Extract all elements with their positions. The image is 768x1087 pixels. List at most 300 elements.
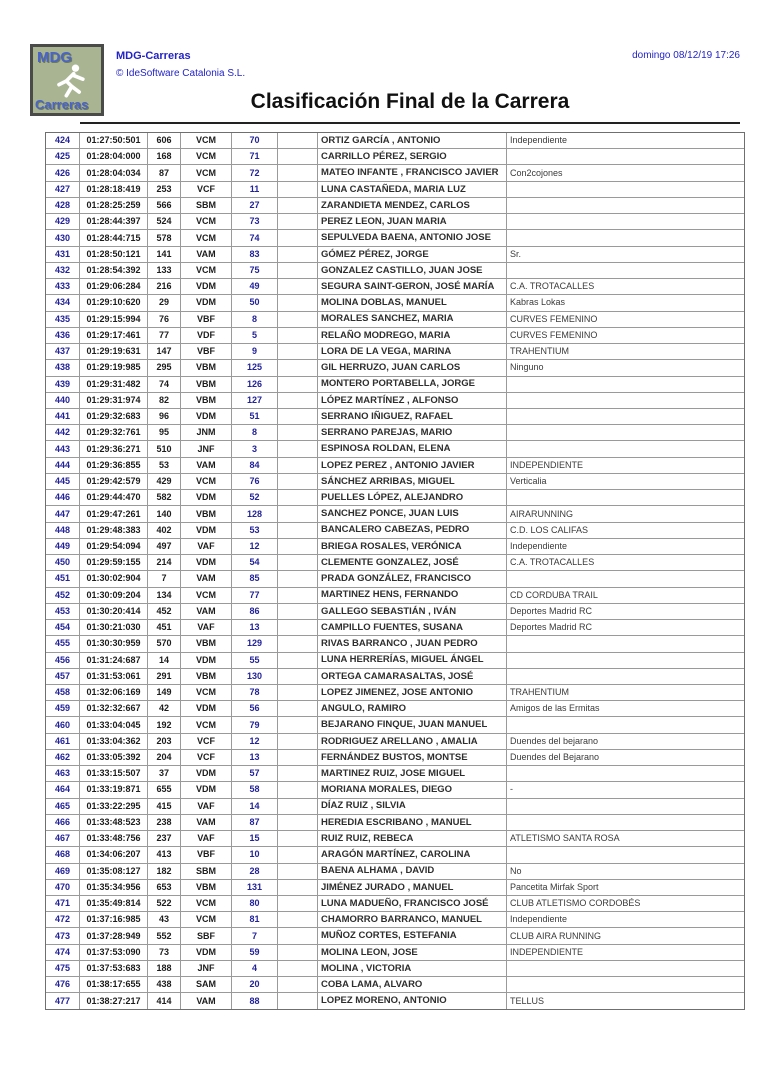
- time-cell: 01:29:06:284: [80, 279, 148, 294]
- table-row: [46, 588, 744, 604]
- position-cell: 439: [46, 377, 80, 392]
- club-cell: [507, 961, 744, 976]
- time-cell: 01:28:44:397: [80, 214, 148, 229]
- runner-name-cell: BAENA ALHAMA , DAVID: [318, 864, 507, 879]
- runner-name-cell: RUIZ RUIZ, REBECA: [318, 831, 507, 846]
- time-cell: 01:32:32:667: [80, 701, 148, 716]
- runner-name-cell: ORTEGA CAMARASALTAS, JOSÉ: [318, 669, 507, 684]
- empty-cell: [278, 717, 318, 732]
- club-cell: Deportes Madrid RC: [510, 622, 593, 633]
- runner-name-cell: FERNÁNDEZ BUSTOS, MONTSE: [318, 750, 507, 765]
- position-cell: 452: [46, 588, 80, 603]
- category-position-cell: 54: [232, 555, 278, 570]
- time-cell: 01:33:04:362: [80, 734, 148, 749]
- table-row: [46, 620, 744, 636]
- bib-number-cell: 414: [148, 993, 181, 1008]
- category-cell: JNM: [181, 425, 232, 440]
- table-row: [46, 263, 744, 279]
- category-cell: SBF: [181, 928, 232, 943]
- bib-number-cell: 203: [148, 734, 181, 749]
- club-cell: INDEPENDIENTE: [510, 459, 584, 470]
- time-cell: 01:28:04:000: [80, 149, 148, 164]
- position-cell: 475: [46, 961, 80, 976]
- position-cell: 443: [46, 441, 80, 456]
- table-row: [46, 133, 744, 149]
- category-cell: VCM: [181, 230, 232, 245]
- runner-name-cell: BANCALERO CABEZAS, PEDRO: [318, 523, 507, 538]
- empty-cell: [278, 344, 318, 359]
- bib-number-cell: 37: [148, 766, 181, 781]
- time-cell: 01:29:15:994: [80, 312, 148, 327]
- runner-name-cell: DÍAZ RUIZ , SILVIA: [318, 799, 507, 814]
- position-cell: 453: [46, 604, 80, 619]
- empty-cell: [278, 490, 318, 505]
- club-cell: AIRARUNNING: [510, 508, 574, 519]
- empty-cell: [278, 864, 318, 879]
- empty-cell: [278, 636, 318, 651]
- empty-cell: [278, 165, 318, 180]
- bib-number-cell: 77: [148, 328, 181, 343]
- table-row: [46, 198, 744, 214]
- empty-cell: [278, 149, 318, 164]
- time-cell: 01:29:59:155: [80, 555, 148, 570]
- position-cell: 447: [46, 506, 80, 521]
- empty-cell: [278, 734, 318, 749]
- club-cell: Ninguno: [510, 362, 544, 373]
- runner-name-cell: CLEMENTE GONZALEZ, JOSÉ: [318, 555, 507, 570]
- time-cell: 01:33:48:523: [80, 815, 148, 830]
- club-cell: CURVES FEMENINO: [510, 313, 598, 324]
- category-cell: VCM: [181, 896, 232, 911]
- empty-cell: [278, 198, 318, 213]
- category-position-cell: 85: [232, 571, 278, 586]
- category-position-cell: 87: [232, 815, 278, 830]
- table-row: [46, 230, 744, 246]
- time-cell: 01:29:44:470: [80, 490, 148, 505]
- time-cell: 01:29:19:631: [80, 344, 148, 359]
- position-cell: 474: [46, 945, 80, 960]
- table-row: [46, 864, 744, 880]
- empty-cell: [278, 799, 318, 814]
- time-cell: 01:29:19:985: [80, 360, 148, 375]
- position-cell: 431: [46, 247, 80, 262]
- runner-name-cell: SEGURA SAINT-GERON, JOSÉ MARÍA: [318, 279, 507, 294]
- category-cell: VBM: [181, 360, 232, 375]
- bib-number-cell: 237: [148, 831, 181, 846]
- table-row: [46, 945, 744, 961]
- table-row: [46, 750, 744, 766]
- runner-name-cell: RELAÑO MODREGO, MARIA: [318, 328, 507, 343]
- empty-cell: [278, 945, 318, 960]
- bib-number-cell: 149: [148, 685, 181, 700]
- category-position-cell: 11: [232, 182, 278, 197]
- category-position-cell: 72: [232, 165, 278, 180]
- empty-cell: [278, 474, 318, 489]
- category-cell: VCM: [181, 165, 232, 180]
- club-cell: [507, 149, 744, 164]
- category-position-cell: 125: [232, 360, 278, 375]
- category-cell: VCM: [181, 912, 232, 927]
- empty-cell: [278, 409, 318, 424]
- club-cell: Verticalia: [510, 476, 547, 487]
- category-cell: VBF: [181, 312, 232, 327]
- empty-cell: [278, 831, 318, 846]
- category-position-cell: 79: [232, 717, 278, 732]
- category-cell: VDM: [181, 701, 232, 716]
- category-cell: VAF: [181, 831, 232, 846]
- position-cell: 470: [46, 880, 80, 895]
- category-cell: VBM: [181, 506, 232, 521]
- time-cell: 01:37:53:683: [80, 961, 148, 976]
- club-cell: INDEPENDIENTE: [510, 946, 584, 957]
- table-row: [46, 571, 744, 587]
- empty-cell: [278, 328, 318, 343]
- runner-name-cell: MATEO INFANTE , FRANCISCO JAVIER: [318, 165, 507, 180]
- category-cell: VAM: [181, 458, 232, 473]
- bib-number-cell: 204: [148, 750, 181, 765]
- bib-number-cell: 96: [148, 409, 181, 424]
- bib-number-cell: 415: [148, 799, 181, 814]
- runner-name-cell: BEJARANO FINQUE, JUAN MANUEL: [318, 717, 507, 732]
- runner-name-cell: LUNA CASTAÑEDA, MARIA LUZ: [318, 182, 507, 197]
- club-cell: Independiente: [510, 540, 568, 551]
- table-row: [46, 555, 744, 571]
- club-cell: Duendes del Bejarano: [510, 752, 600, 763]
- category-position-cell: 50: [232, 295, 278, 310]
- table-row: [46, 685, 744, 701]
- table-row: [46, 912, 744, 928]
- empty-cell: [278, 880, 318, 895]
- runner-name-cell: MOLINA DOBLAS, MANUEL: [318, 295, 507, 310]
- app-name: MDG-Carreras: [116, 50, 191, 62]
- time-cell: 01:30:02:904: [80, 571, 148, 586]
- bib-number-cell: 522: [148, 896, 181, 911]
- table-row: [46, 523, 744, 539]
- category-position-cell: 81: [232, 912, 278, 927]
- table-row: [46, 896, 744, 912]
- bib-number-cell: 14: [148, 653, 181, 668]
- category-cell: SBM: [181, 198, 232, 213]
- position-cell: 450: [46, 555, 80, 570]
- table-row: [46, 344, 744, 360]
- table-row: [46, 312, 744, 328]
- category-position-cell: 80: [232, 896, 278, 911]
- category-position-cell: 53: [232, 523, 278, 538]
- empty-cell: [278, 523, 318, 538]
- category-cell: VAF: [181, 539, 232, 554]
- bib-number-cell: 291: [148, 669, 181, 684]
- bib-number-cell: 76: [148, 312, 181, 327]
- runner-name-cell: LORA DE LA VEGA, MARINA: [318, 344, 507, 359]
- category-cell: VBF: [181, 847, 232, 862]
- category-position-cell: 12: [232, 734, 278, 749]
- category-position-cell: 56: [232, 701, 278, 716]
- position-cell: 429: [46, 214, 80, 229]
- empty-cell: [278, 214, 318, 229]
- club-cell: Sr.: [510, 248, 522, 259]
- runner-name-cell: CARRILLO PÉREZ, SERGIO: [318, 149, 507, 164]
- club-cell: TELLUS: [510, 995, 545, 1006]
- time-cell: 01:29:10:620: [80, 295, 148, 310]
- empty-cell: [278, 993, 318, 1008]
- time-cell: 01:29:32:683: [80, 409, 148, 424]
- category-position-cell: 127: [232, 393, 278, 408]
- position-cell: 468: [46, 847, 80, 862]
- position-cell: 427: [46, 182, 80, 197]
- club-cell: C.A. TROTACALLES: [510, 281, 595, 292]
- club-cell: [507, 214, 744, 229]
- bib-number-cell: 95: [148, 425, 181, 440]
- runner-name-cell: COBA LAMA, ALVARO: [318, 977, 507, 992]
- empty-cell: [278, 928, 318, 943]
- bib-number-cell: 238: [148, 815, 181, 830]
- position-cell: 458: [46, 685, 80, 700]
- table-row: [46, 880, 744, 896]
- empty-cell: [278, 539, 318, 554]
- table-row: [46, 766, 744, 782]
- time-cell: 01:33:15:507: [80, 766, 148, 781]
- empty-cell: [278, 571, 318, 586]
- bib-number-cell: 82: [148, 393, 181, 408]
- club-cell: CURVES FEMENINO: [510, 329, 598, 340]
- time-cell: 01:29:42:579: [80, 474, 148, 489]
- empty-cell: [278, 458, 318, 473]
- table-row: [46, 149, 744, 165]
- position-cell: 469: [46, 864, 80, 879]
- club-cell: [507, 815, 744, 830]
- runner-name-cell: LOPEZ MORENO, ANTONIO: [318, 993, 507, 1008]
- category-position-cell: 86: [232, 604, 278, 619]
- position-cell: 446: [46, 490, 80, 505]
- page-title: Clasificación Final de la Carrera: [250, 90, 570, 113]
- empty-cell: [278, 653, 318, 668]
- club-cell: No: [510, 865, 522, 876]
- runner-name-cell: ESPINOSA ROLDAN, ELENA: [318, 441, 507, 456]
- runner-name-cell: GONZALEZ CASTILLO, JUAN JOSE: [318, 263, 507, 278]
- time-cell: 01:29:36:855: [80, 458, 148, 473]
- club-cell: [507, 571, 744, 586]
- logo-text-carreras: Carreras: [35, 97, 89, 112]
- empty-cell: [278, 182, 318, 197]
- bib-number-cell: 29: [148, 295, 181, 310]
- results-table: [45, 132, 745, 1010]
- category-cell: VBF: [181, 344, 232, 359]
- category-cell: VBM: [181, 393, 232, 408]
- category-cell: VAM: [181, 247, 232, 262]
- report-datetime: domingo 08/12/19 17:26: [632, 50, 740, 61]
- category-position-cell: 73: [232, 214, 278, 229]
- category-cell: VBM: [181, 880, 232, 895]
- category-cell: SAM: [181, 977, 232, 992]
- empty-cell: [278, 555, 318, 570]
- category-position-cell: 59: [232, 945, 278, 960]
- table-row: [46, 247, 744, 263]
- bib-number-cell: 141: [148, 247, 181, 262]
- table-row: [46, 993, 744, 1008]
- bib-number-cell: 73: [148, 945, 181, 960]
- runner-name-cell: SANCHEZ PONCE, JUAN LUIS: [318, 506, 507, 521]
- table-row: [46, 214, 744, 230]
- club-cell: [507, 653, 744, 668]
- club-cell: Independiente: [510, 914, 568, 925]
- bib-number-cell: 87: [148, 165, 181, 180]
- table-row: [46, 506, 744, 522]
- club-cell: [507, 441, 744, 456]
- position-cell: 465: [46, 799, 80, 814]
- time-cell: 01:29:54:094: [80, 539, 148, 554]
- category-cell: VDM: [181, 766, 232, 781]
- category-position-cell: 78: [232, 685, 278, 700]
- category-cell: VCM: [181, 263, 232, 278]
- bib-number-cell: 140: [148, 506, 181, 521]
- runner-name-cell: PEREZ LEON, JUAN MARIA: [318, 214, 507, 229]
- bib-number-cell: 402: [148, 523, 181, 538]
- runner-name-cell: JIMÉNEZ JURADO , MANUEL: [318, 880, 507, 895]
- club-cell: Deportes Madrid RC: [510, 605, 593, 616]
- category-cell: VAF: [181, 620, 232, 635]
- club-cell: -: [510, 784, 513, 795]
- time-cell: 01:28:18:419: [80, 182, 148, 197]
- bib-number-cell: 214: [148, 555, 181, 570]
- empty-cell: [278, 977, 318, 992]
- category-position-cell: 14: [232, 799, 278, 814]
- empty-cell: [278, 312, 318, 327]
- bib-number-cell: 582: [148, 490, 181, 505]
- time-cell: 01:34:06:207: [80, 847, 148, 862]
- position-cell: 473: [46, 928, 80, 943]
- bib-number-cell: 452: [148, 604, 181, 619]
- position-cell: 455: [46, 636, 80, 651]
- bib-number-cell: 134: [148, 588, 181, 603]
- category-cell: VAM: [181, 993, 232, 1008]
- category-position-cell: 5: [232, 328, 278, 343]
- runner-name-cell: MORALES SANCHEZ, MARIA: [318, 312, 507, 327]
- club-cell: Independiente: [510, 135, 568, 146]
- position-cell: 477: [46, 993, 80, 1008]
- category-position-cell: 20: [232, 977, 278, 992]
- empty-cell: [278, 620, 318, 635]
- club-cell: C.A. TROTACALLES: [510, 557, 595, 568]
- bib-number-cell: 566: [148, 198, 181, 213]
- empty-cell: [278, 847, 318, 862]
- bib-number-cell: 497: [148, 539, 181, 554]
- category-cell: VAF: [181, 799, 232, 814]
- time-cell: 01:37:16:985: [80, 912, 148, 927]
- club-cell: [507, 977, 744, 992]
- club-cell: [507, 847, 744, 862]
- table-row: [46, 458, 744, 474]
- position-cell: 471: [46, 896, 80, 911]
- category-cell: VDF: [181, 328, 232, 343]
- runner-name-cell: RODRIGUEZ ARELLANO , AMALIA: [318, 734, 507, 749]
- bib-number-cell: 42: [148, 701, 181, 716]
- time-cell: 01:27:50:501: [80, 133, 148, 148]
- position-cell: 448: [46, 523, 80, 538]
- table-row: [46, 782, 744, 798]
- time-cell: 01:29:17:461: [80, 328, 148, 343]
- bib-number-cell: 74: [148, 377, 181, 392]
- table-row: [46, 182, 744, 198]
- position-cell: 449: [46, 539, 80, 554]
- category-position-cell: 131: [232, 880, 278, 895]
- time-cell: 01:28:54:392: [80, 263, 148, 278]
- category-position-cell: 58: [232, 782, 278, 797]
- runner-name-cell: MORIANA MORALES, DIEGO: [318, 782, 507, 797]
- table-row: [46, 928, 744, 944]
- empty-cell: [278, 782, 318, 797]
- table-row: [46, 165, 744, 181]
- bib-number-cell: 182: [148, 864, 181, 879]
- table-row: [46, 653, 744, 669]
- bib-number-cell: 653: [148, 880, 181, 895]
- time-cell: 01:37:53:090: [80, 945, 148, 960]
- position-cell: 444: [46, 458, 80, 473]
- time-cell: 01:33:19:871: [80, 782, 148, 797]
- table-row: [46, 425, 744, 441]
- empty-cell: [278, 750, 318, 765]
- club-cell: Con2cojones: [510, 167, 563, 178]
- club-cell: [507, 717, 744, 732]
- time-cell: 01:28:25:259: [80, 198, 148, 213]
- empty-cell: [278, 506, 318, 521]
- empty-cell: [278, 896, 318, 911]
- category-position-cell: 9: [232, 344, 278, 359]
- category-position-cell: 70: [232, 133, 278, 148]
- table-row: [46, 441, 744, 457]
- category-cell: VCM: [181, 588, 232, 603]
- category-position-cell: 126: [232, 377, 278, 392]
- table-row: [46, 799, 744, 815]
- club-cell: ATLETISMO SANTA ROSA: [510, 833, 620, 844]
- category-cell: VCM: [181, 133, 232, 148]
- runner-name-cell: MARTINEZ RUIZ, JOSE MIGUEL: [318, 766, 507, 781]
- category-position-cell: 52: [232, 490, 278, 505]
- category-cell: VCM: [181, 474, 232, 489]
- position-cell: 428: [46, 198, 80, 213]
- category-cell: VCF: [181, 750, 232, 765]
- category-position-cell: 130: [232, 669, 278, 684]
- position-cell: 459: [46, 701, 80, 716]
- category-cell: VAM: [181, 815, 232, 830]
- bib-number-cell: 147: [148, 344, 181, 359]
- empty-cell: [278, 425, 318, 440]
- runner-name-cell: SEPULVEDA BAENA, ANTONIO JOSE: [318, 230, 507, 245]
- runner-name-cell: HEREDIA ESCRIBANO , MANUEL: [318, 815, 507, 830]
- time-cell: 01:37:28:949: [80, 928, 148, 943]
- table-row: [46, 295, 744, 311]
- category-position-cell: 88: [232, 993, 278, 1008]
- position-cell: 424: [46, 133, 80, 148]
- club-cell: CLUB AIRA RUNNING: [510, 930, 602, 941]
- empty-cell: [278, 961, 318, 976]
- category-cell: VDM: [181, 945, 232, 960]
- category-position-cell: 83: [232, 247, 278, 262]
- runner-name-cell: SERRANO PAREJAS, MARIO: [318, 425, 507, 440]
- empty-cell: [278, 685, 318, 700]
- position-cell: 441: [46, 409, 80, 424]
- category-position-cell: 75: [232, 263, 278, 278]
- bib-number-cell: 510: [148, 441, 181, 456]
- time-cell: 01:30:30:959: [80, 636, 148, 651]
- category-position-cell: 128: [232, 506, 278, 521]
- empty-cell: [278, 604, 318, 619]
- club-cell: [507, 409, 744, 424]
- table-row: [46, 636, 744, 652]
- category-position-cell: 10: [232, 847, 278, 862]
- time-cell: 01:29:32:761: [80, 425, 148, 440]
- time-cell: 01:35:49:814: [80, 896, 148, 911]
- category-position-cell: 51: [232, 409, 278, 424]
